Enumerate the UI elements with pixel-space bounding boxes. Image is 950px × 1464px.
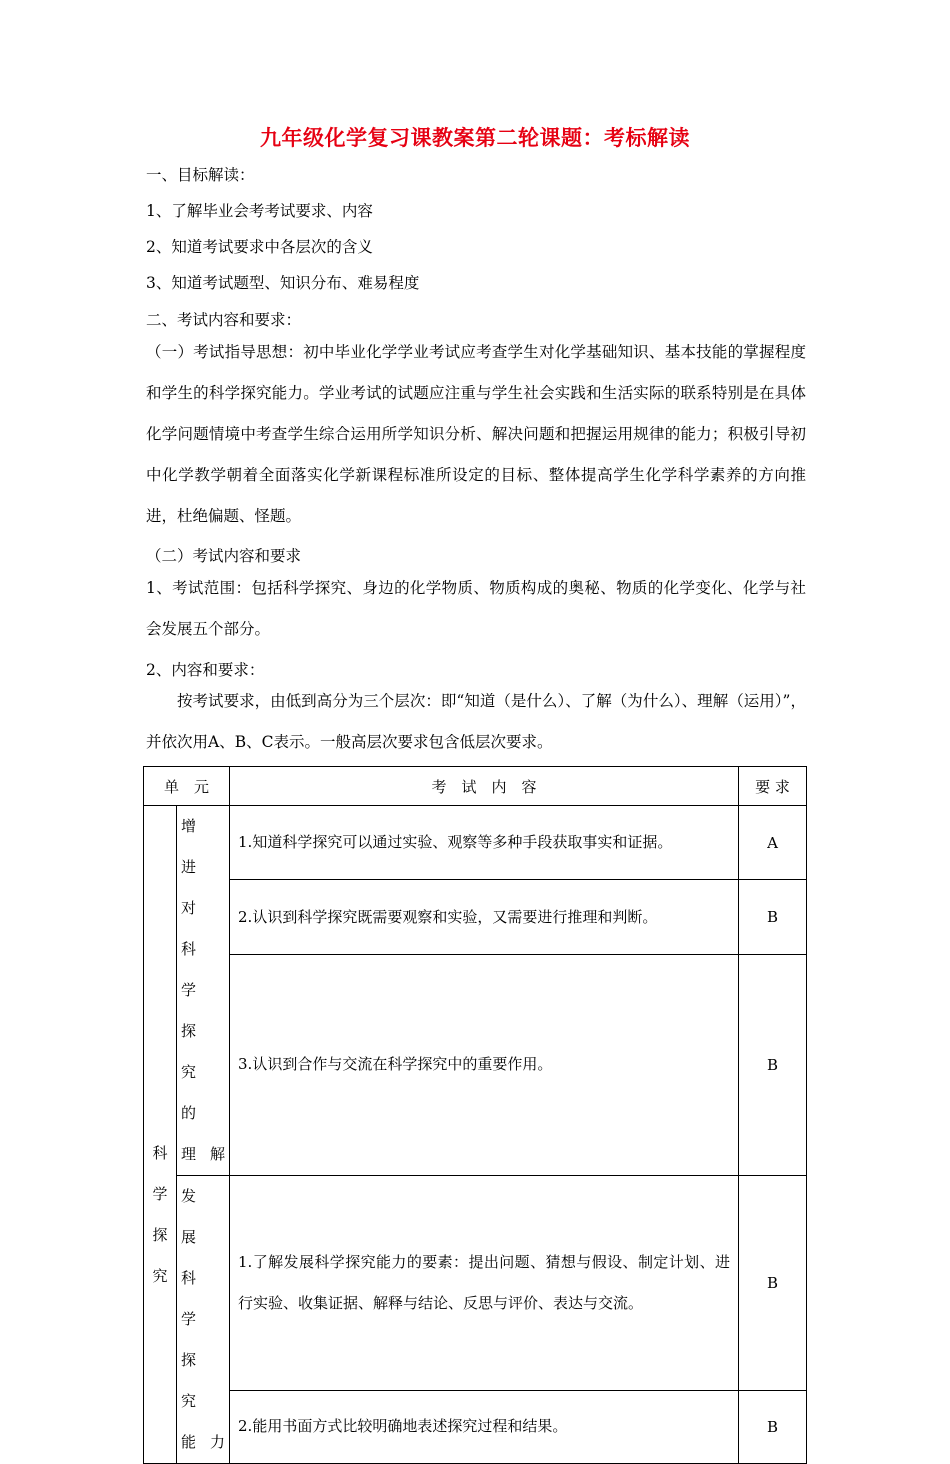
content-cell: 1.了解发展科学探究能力的要素：提出问题、猜想与假设、制定计划、进行实验、收集证据、解释与结论、反思与评价、表达与交流。 [230,1176,739,1391]
goal-item-3: 3、知道考试题型、知识分布、难易程度 [146,274,420,292]
content-cell: 2.能用书面方式比较明确地表述探究过程和结果。 [230,1390,739,1463]
requirement-cell: B [739,1390,807,1463]
content-requirements-heading: 2、内容和要求： [146,661,265,679]
goal-item-2: 2、知道考试要求中各层次的含义 [146,238,373,256]
content-cell: 1.知道科学探究可以通过实验、观察等多种手段获取事实和证据。 [230,806,739,880]
section1-heading: 一、目标解读： [146,166,255,184]
header-requirement: 要 求 [739,767,807,806]
table-row [144,954,807,1175]
section2-heading: 二、考试内容和要求： [146,311,302,329]
table-header-row [144,767,807,806]
header-unit: 单 元 [144,767,230,806]
subunit-understanding-inquiry: 增 进 对 科 学 探 究 的 理解 [177,806,230,1176]
requirement-cell: B [739,1176,807,1391]
guiding-principle-paragraph: （一）考试指导思想：初中毕业化学学业考试应考查学生对化学基础知识、基本技能的掌握程度和学生的科学探究能力。学业考试的试题应注重与学生社会实践和生活实际的联系特别是在具体化学问题情境中考查学生综合运用所学知识分析、解决问题和把握运用规律的能力；积极引导初中化学教学朝着全面落实化学新课程标准所设定的目标、整体提高学生化学科学素养的方向推进，杜绝偏题、怪题。 [146,343,806,525]
requirement-cell: B [739,880,807,954]
content-cell: 3.认识到合作与交流在科学探究中的重要作用。 [230,954,739,1175]
levels-paragraph: 按考试要求，由低到高分为三个层次：即“知道（是什么）、了解（为什么）、理解（运用）”，并依次用A、B、C表示。一般高层次要求包含低层次要求。 [146,692,806,751]
requirement-cell: A [739,806,807,880]
exam-content-subheading: （二）考试内容和要求 [146,547,302,565]
table-row [144,806,807,880]
exam-requirements-table [143,766,807,1464]
exam-scope-paragraph: 1、考试范围：包括科学探究、身边的化学物质、物质构成的奥秘、物质的化学变化、化学与社会发展五个部分。 [146,579,806,638]
table-row [144,1176,807,1391]
subunit-develop-ability: 发 展 科 学 探 究 能力 [177,1176,230,1464]
content-cell: 2.认识到科学探究既需要观察和实验，又需要进行推理和判断。 [230,880,739,954]
unit-science-inquiry: 科 学 探 究 [144,806,177,1464]
goal-item-1: 1、了解毕业会考考试要求、内容 [146,202,373,220]
header-content: 考 试 内 容 [230,767,739,806]
table-row [144,880,807,954]
table-row [144,1390,807,1463]
document-title: 九年级化学复习课教案第二轮课题：考标解读 [260,125,690,150]
requirement-cell: B [739,954,807,1175]
